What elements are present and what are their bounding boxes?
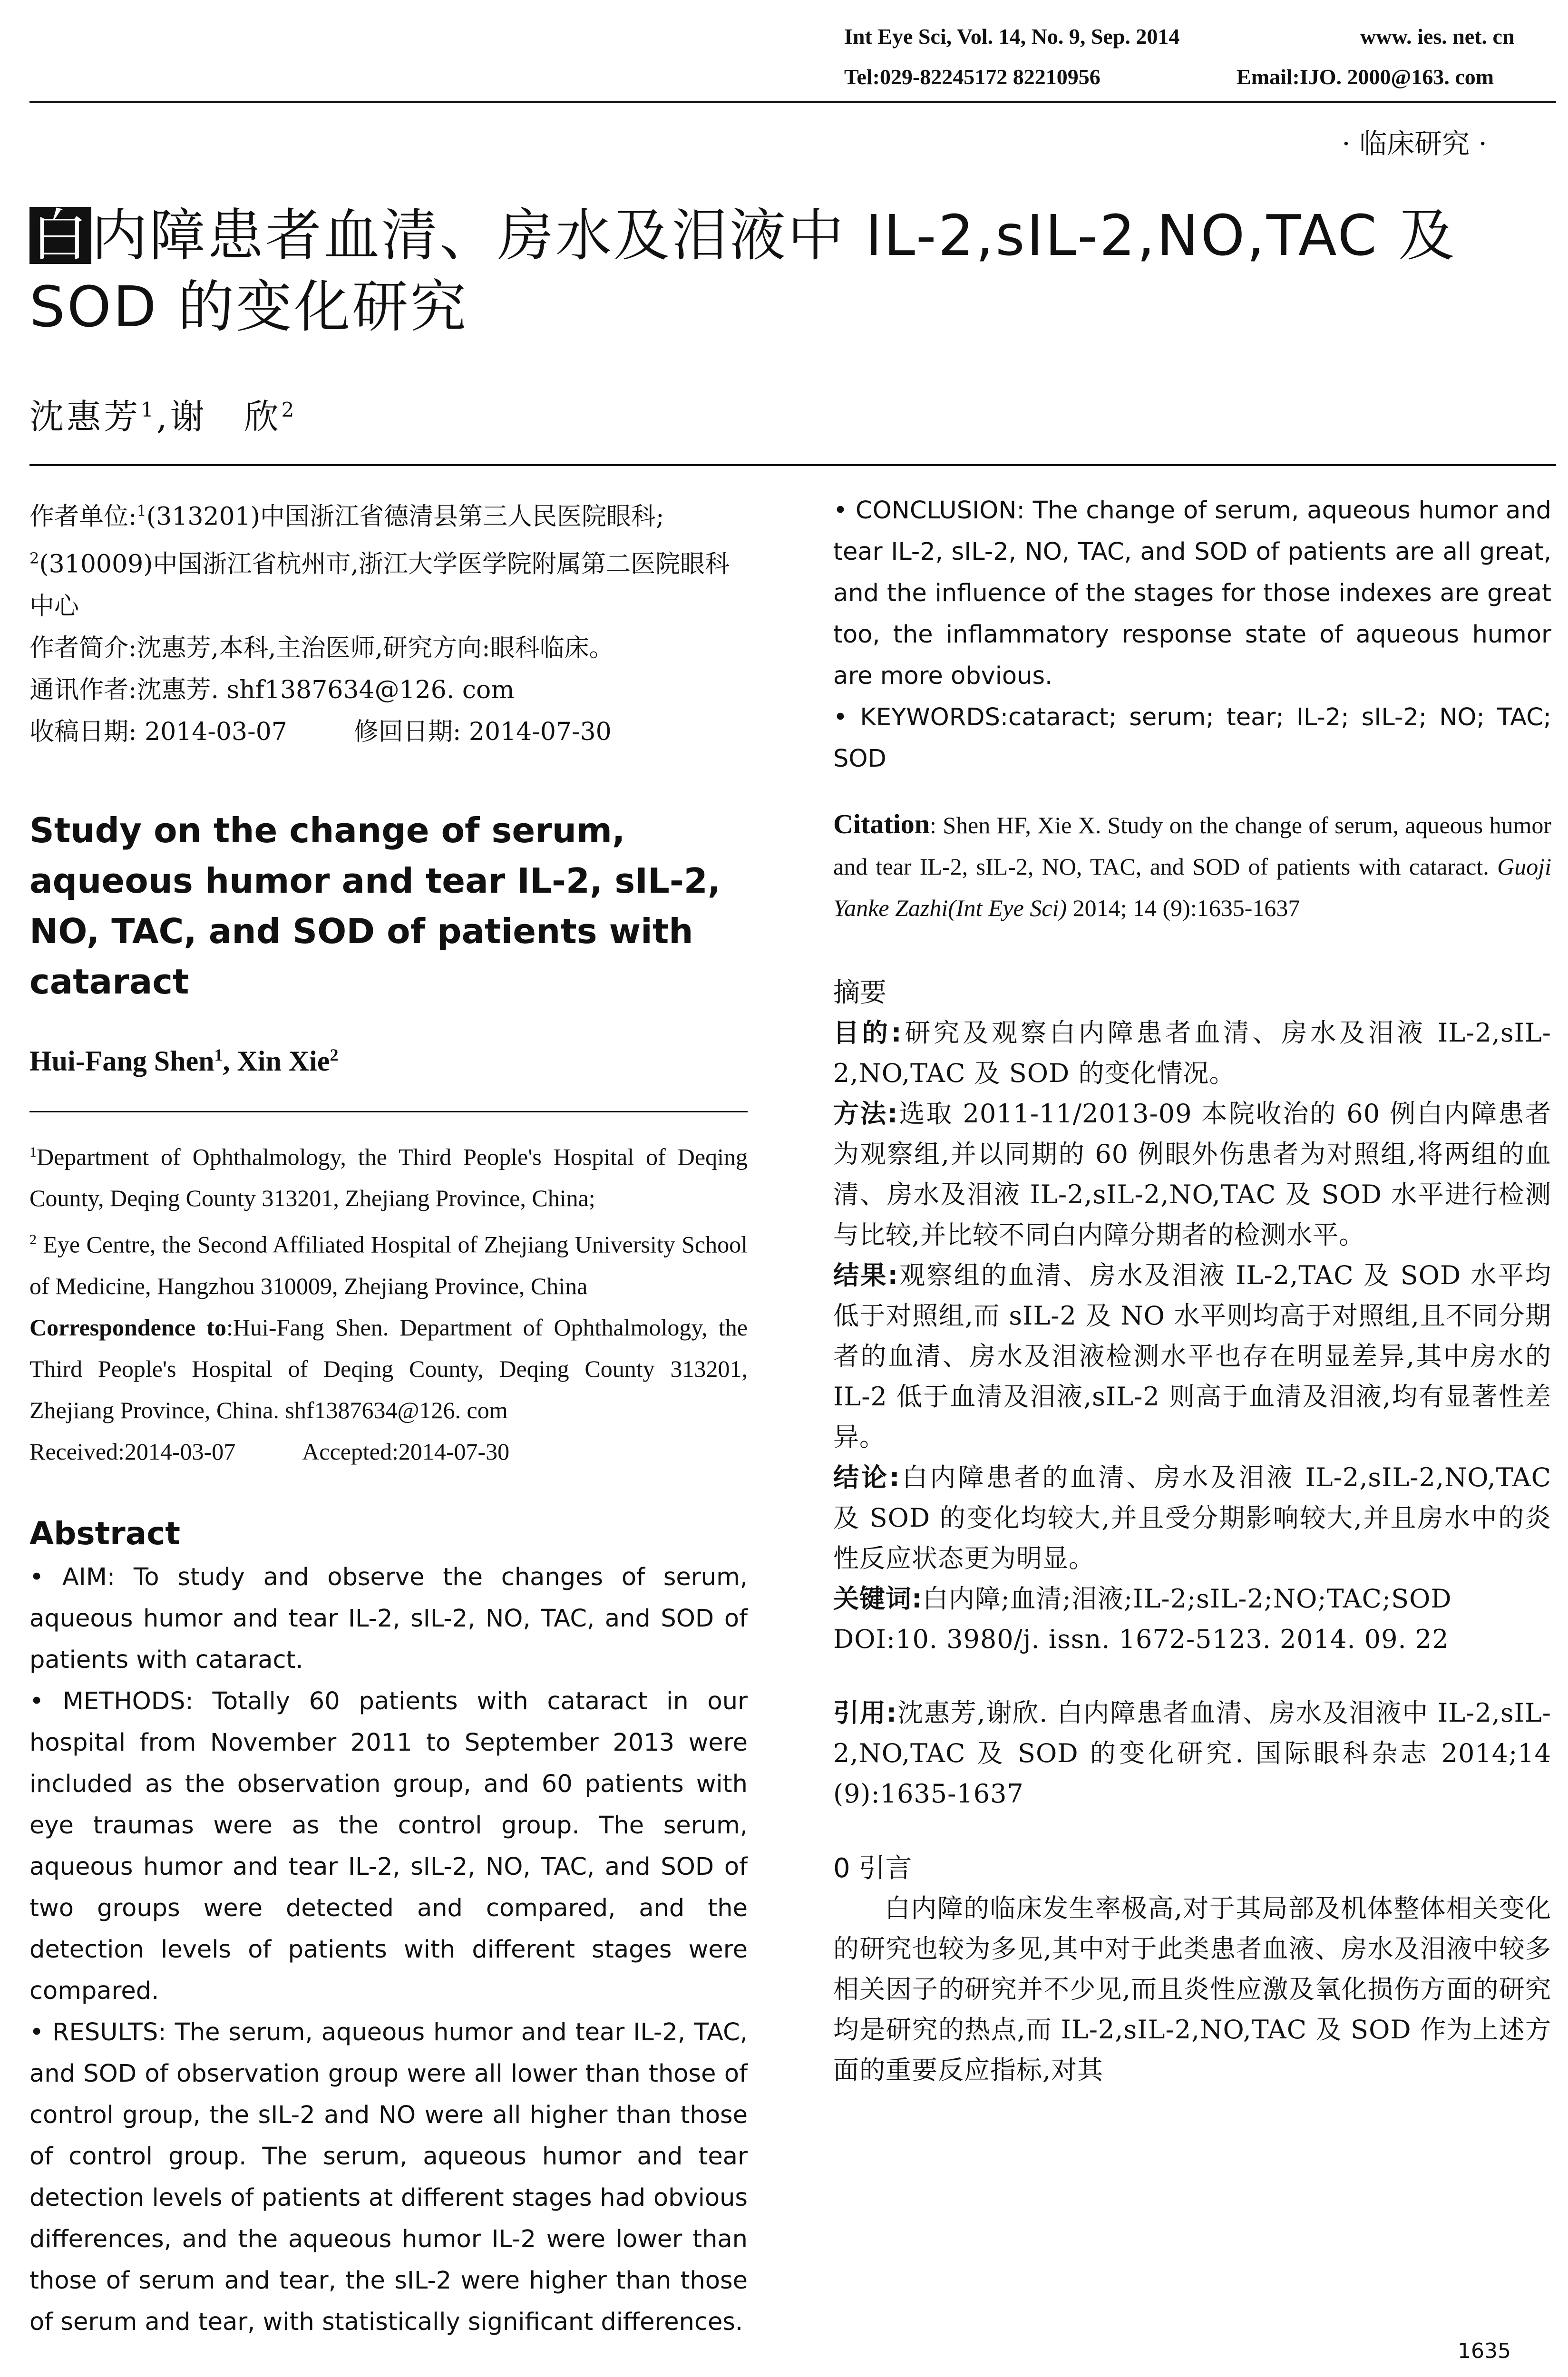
methods-cn-text: 选取 2011-11/2013-09 本院收治的 60 例白内障患者为观察组,并以同期的 60 例眼外伤患者为对照组,将两组的血清、房水及泪液 IL-2,sIL-2,NO,TAC 及 SOD 水平进行检测与比较,并比较不同白内障分期者的检测水平。	[833, 1099, 1551, 1250]
unit-1-sup: 1	[136, 502, 146, 520]
dates-cn	[29, 711, 748, 753]
citation-label: Citation	[833, 809, 930, 839]
abstract-heading: Abstract	[29, 1515, 180, 1552]
doi: DOI:10. 3980/j. issn. 1672-5123. 2014. 09. 22	[833, 1624, 1449, 1654]
page-number: 1635	[1458, 2339, 1511, 2363]
page-title	[29, 200, 1551, 342]
corresponding-author: 通讯作者:沈惠芳. shf1387634@126. com	[29, 675, 515, 704]
correspondence-text: :Hui-Fang Shen. Department of Ophthalmology, the Third People's Hospital of Deqing County, Deqing County 313201, Zhejiang Province, China. shf1387634@126. com	[29, 1314, 748, 1423]
citation-en	[833, 803, 1551, 929]
dates-en	[29, 1431, 748, 1472]
affil-1-text: Department of Ophthalmology, the Third People's Hospital of Deqing County, Deqing County 313201, Zhejiang Province, China;	[29, 1143, 748, 1212]
results-cn-text: 观察组的血清、房水及泪液 IL-2,TAC 及 SOD 水平均低于对照组,而 sIL-2 及 NO 水平则均高于对照组,且不同分期者的血清、房水及泪液检测水平也存在明显差异,其中房水的 IL-2 低于血清及泪液,sIL-2 则高于血清及泪液,均有显著性差异。	[833, 1260, 1551, 1452]
header-rule	[29, 101, 1556, 103]
author-bio: 作者简介:沈惠芳,本科,主治医师,研究方向:眼科临床。	[29, 633, 614, 662]
abstract-cn-aim	[833, 1013, 1551, 1093]
abstract-conclusion: • CONCLUSION: The change of serum, aqueous humor and tear IL-2, sIL-2, NO, TAC, and SOD of patients are all great, and the influence of the stages for those indexes are great too, the inflammatory response state of aqueous humor are more obvious.	[833, 497, 1551, 690]
correspondence-label: Correspondence to	[29, 1314, 226, 1341]
journal-website: www. ies. net. cn	[1360, 24, 1515, 49]
author-1-cn: 沈惠芳	[29, 397, 141, 437]
affil-1-sup: 1	[29, 1144, 37, 1160]
intro-heading: 0 引言	[833, 1853, 912, 1884]
journal-tel: Tel:029-82245172 82210956	[844, 65, 1101, 89]
received-date-en: Received:2014-03-07	[29, 1438, 236, 1465]
author-2-en: , Xin Xie	[223, 1045, 330, 1077]
unit-2-text: (310009)中国浙江省杭州市,浙江大学医学院附属第二医院眼科中心	[29, 550, 730, 621]
intro-paragraph: 白内障的临床发生率极高,对于其局部及机体整体相关变化的研究也较为多见,其中对于此类患者血液、房水及泪液中较多相关因子的研究并不少见,而且炎性应激及氧化损伤方面的研究均是研究的热点,而 IL-2,sIL-2,NO,TAC 及 SOD 作为上述方面的重要反应指标,对其	[833, 1893, 1551, 2085]
unit-2-sup: 2	[29, 549, 39, 568]
section-label: · 临床研究 ·	[1342, 127, 1487, 160]
abstract-aim: • AIM: To study and observe the changes of serum, aqueous humor and tear IL-2, sIL-2, NO, TAC, and SOD of patients with cataract.	[29, 1563, 748, 1674]
aim-cn-text: 研究及观察白内障患者血清、房水及泪液 IL-2,sIL-2,NO,TAC 及 SOD 的变化情况。	[833, 1018, 1551, 1088]
keywords-cn-label: 关键词:	[833, 1584, 923, 1614]
correspondence	[29, 1307, 748, 1431]
affil-2-text: Eye Centre, the Second Affiliated Hospital of Zhejiang University School of Medicine, Hangzhou 310009, Zhejiang Province, China	[29, 1231, 748, 1299]
chinese-authors	[29, 389, 297, 438]
author-1-en-sup: 1	[214, 1045, 223, 1064]
title-block	[29, 200, 1551, 342]
abstract-cn-results	[833, 1255, 1551, 1457]
abstract-keywords: • KEYWORDS:cataract; serum; tear; IL-2; sIL-2; NO; TAC; SOD	[833, 703, 1551, 773]
affiliation-1	[29, 1131, 748, 1219]
conclusion-cn-label: 结论:	[833, 1462, 900, 1492]
journal-line: Int Eye Sci, Vol. 14, No. 9, Sep. 2014	[844, 24, 1180, 49]
citation-text: : Shen HF, Xie X. Study on the change of serum, aqueous humor and tear IL-2, sIL-2, NO, TAC, and SOD of patients with cataract.	[833, 812, 1551, 880]
results-cn-label: 结果:	[833, 1260, 899, 1290]
accepted-date-en: Accepted:2014-07-30	[302, 1438, 510, 1465]
abstract-cn-conclusion	[833, 1457, 1551, 1578]
author-unit	[29, 490, 748, 627]
abstract-cn-keywords	[833, 1578, 1551, 1619]
author-1-sup: 1	[141, 398, 156, 421]
english-title: Study on the change of serum, aqueous humor and tear IL-2, sIL-2, NO, TAC, and SOD of patients with cataract	[29, 810, 721, 1002]
revised-date-cn: 修回日期: 2014-07-30	[353, 717, 612, 746]
abstract-methods: • METHODS: Totally 60 patients with cataract in our hospital from November 2011 to September 2013 were included as the observation group, and 60 patients with eye traumas were as the control group. The serum, aqueous humor and tear IL-2, sIL-2, NO, TAC, and SOD of two groups were detected and compared, and the detection levels of patients with different stages were compared.	[29, 1687, 748, 2005]
abstract-cn-heading: 摘要	[833, 977, 886, 1008]
keywords-cn-text: 白内障;血清;泪液;IL-2;sIL-2;NO;TAC;SOD	[922, 1584, 1452, 1614]
received-date-cn: 收稿日期: 2014-03-07	[29, 717, 287, 746]
title-rule	[29, 464, 1556, 466]
abstract-cn-methods	[833, 1093, 1551, 1255]
citation-volume: 2014; 14 (9):1635-1637	[1067, 895, 1300, 921]
conclusion-cn-text: 白内障患者的血清、房水及泪液 IL-2,sIL-2,NO,TAC 及 SOD 的变化均较大,并且受分期影响较大,并且房水中的炎性反应状态更为明显。	[833, 1462, 1551, 1573]
citation-cn-label: 引用:	[833, 1698, 897, 1728]
title-rest: 内障患者血清、房水及泪液中 IL-2,sIL-2,NO,TAC 及 SOD 的变化研究	[29, 203, 1457, 340]
author-2-sup: 2	[281, 398, 297, 421]
running-header	[0, 0, 1568, 160]
citation-cn-text: 沈惠芳,谢欣. 白内障患者血清、房水及泪液中 IL-2,sIL-2,NO,TAC 及 SOD 的变化研究. 国际眼科杂志 2014;14 (9):1635-1637	[833, 1698, 1551, 1809]
title-first-char: 白	[29, 207, 91, 264]
affiliation-2	[29, 1219, 748, 1307]
unit-1-text: (313201)中国浙江省德清县第三人民医院眼科;	[146, 502, 664, 531]
citation-journal: Guoji Yanke Zazhi(Int Eye Sci)	[833, 853, 1551, 921]
affiliation-rule	[29, 1111, 748, 1112]
right-column	[833, 490, 1551, 2090]
citation-cn	[833, 1693, 1551, 1814]
affil-2-sup: 2	[29, 1232, 37, 1248]
abstract-results: • RESULTS: The serum, aqueous humor and tear IL-2, TAC, and SOD of observation group were all lower than those of control group, the sIL-2 and NO were all higher than those of control group. The serum, aqueous humor and tear detection levels of patients at different stages had obvious differences, and the aqueous humor IL-2 were lower than those of serum and tear, the sIL-2 were higher than those of serum and tear, with statistically significant differences.	[29, 2018, 748, 2336]
aim-cn-label: 目的:	[833, 1018, 902, 1048]
author-1-en: Hui-Fang Shen	[29, 1045, 214, 1077]
author-2-en-sup: 2	[330, 1045, 339, 1064]
journal-email: Email:IJO. 2000@163. com	[1237, 65, 1494, 89]
methods-cn-label: 方法:	[833, 1099, 898, 1129]
left-column	[29, 490, 748, 2343]
english-authors	[29, 1045, 748, 1078]
author-2-cn: ,谢 欣	[156, 397, 282, 437]
author-unit-label: 作者单位:	[29, 502, 137, 531]
